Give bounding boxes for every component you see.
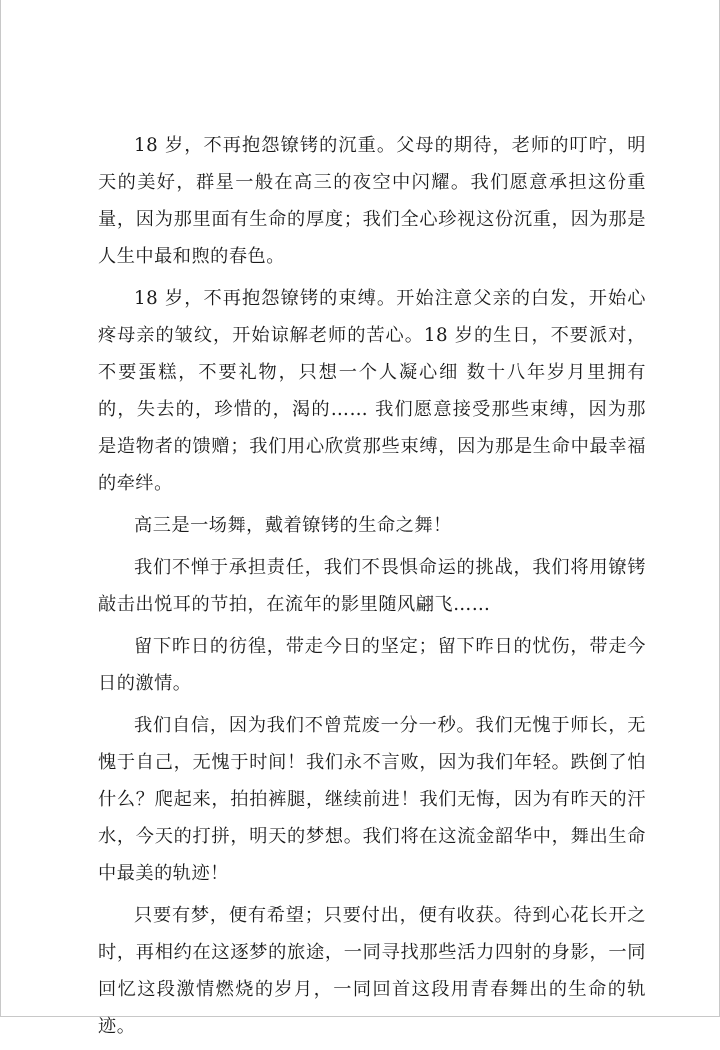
paragraph: 高三是一场舞，戴着镣铐的生命之舞！ [134,515,452,536]
paragraph: 我们不惮于承担责任，我们不畏惧命运的挑战，我们将用镣铐敲击出悦耳的节拍，在流年的影里随风翩飞…… [98,557,646,615]
paragraph: 18 岁，不再抱怨镣铐的束缚。开始注意父亲的白发，开始心疼母亲的皱纹，开始谅解老师的苦心。18 岁的生日，不要派对，不要蛋糕，不要礼物，只想一个人凝心细 数十八年岁月里拥有的，失去的，珍惜的，渴的…… 我们愿意接受那些束缚，因为那是造物者的馈赠；我们用心欣赏那些束缚，因为那是生命中最幸福的牵绊。 [98,288,646,494]
paragraph: 留下昨日的彷徨，带走今日的坚定；留下昨日的忧伤，带走今日的激情。 [98,636,646,694]
document-body [98,127,646,1050]
paragraph: 只要有梦，便有希望；只要付出，便有收获。待到心花长开之时，再相约在这逐梦的旅途，一同寻找那些活力四射的身影，一同回忆这段激情燃烧的岁月，一同回首这段用青春舞出的生命的轨迹。 [98,905,646,1037]
paragraph: 我们自信，因为我们不曾荒废一分一秒。我们无愧于师长，无愧于自己，无愧于时间！我们永不言败，因为我们年轻。跌倒了怕什么？爬起来，拍拍裤腿，继续前进！我们无悔，因为有昨天的汗水，今天的打拼，明天的梦想。我们将在这流金韶华中，舞出生命中最美的轨迹！ [98,715,646,884]
paragraph: 18 岁，不再抱怨镣铐的沉重。父母的期待，老师的叮咛，明天的美好，群星一般在高三的夜空中闪耀。我们愿意承担这份重量，因为那里面有生命的厚度；我们全心珍视这份沉重，因为那是人生中最和煦的春色。 [98,135,646,267]
